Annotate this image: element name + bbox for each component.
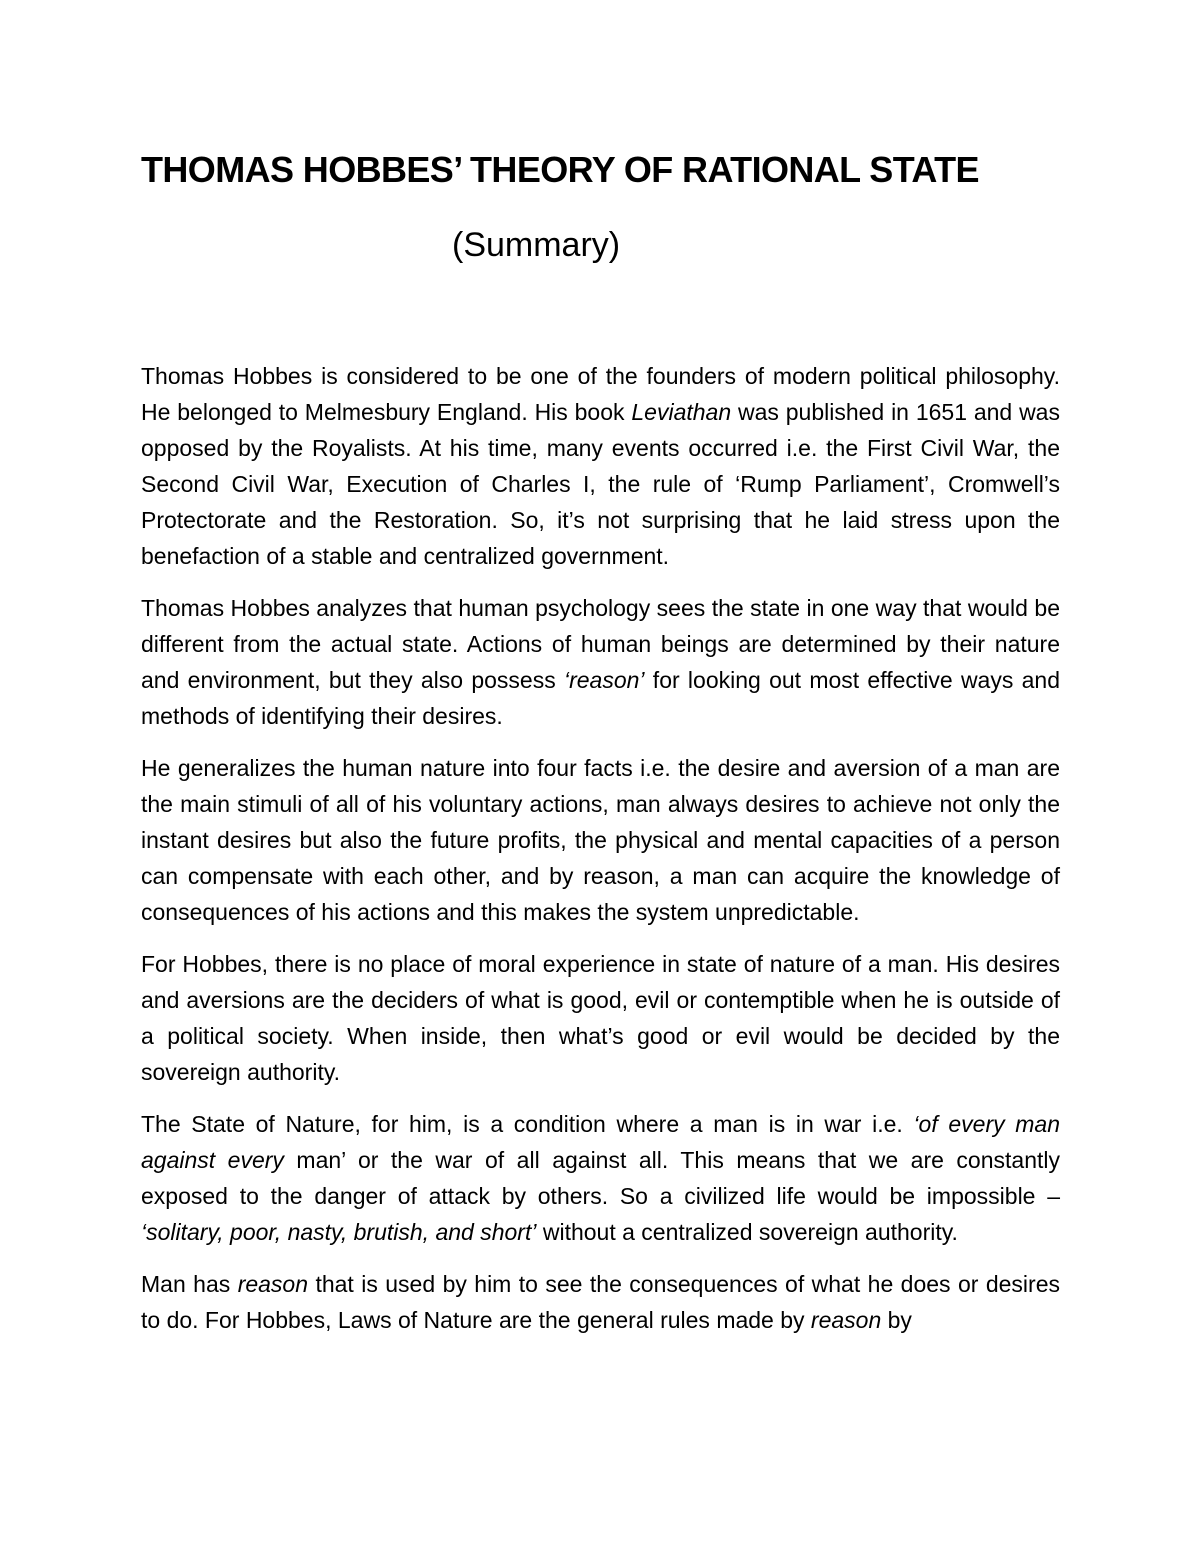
italic-term: reason: [810, 1307, 882, 1333]
paragraph-text: Thomas Hobbes is considered to be one of the founders of modern political philosophy. He belonged to Melmesbury England. His book: [141, 363, 1060, 425]
paragraph-5: [141, 1106, 1060, 1250]
italic-quote: ‘of every man against every: [141, 1111, 1061, 1173]
paragraph-2: [141, 590, 1060, 734]
paragraph-3: [141, 750, 1060, 930]
document-title: THOMAS HOBBES’ THEORY OF RATIONAL STATE: [141, 149, 979, 190]
document-subtitle: (Summary): [452, 226, 621, 264]
paragraph-1: [141, 358, 1060, 574]
paragraph-text: man’ or the war of all against all. This means that we are constantly exposed to the danger of attack by others. So a civilized life would be impossible –: [141, 1147, 1060, 1209]
paragraph-text: by: [881, 1307, 912, 1333]
italic-quote: ‘solitary, poor, nasty, brutish, and short’: [141, 1219, 537, 1245]
paragraph-text: without a centralized sovereign authority.: [536, 1219, 958, 1245]
paragraph-text: Man has: [141, 1271, 238, 1297]
document-body: [141, 358, 1060, 1354]
paragraph-6: [141, 1266, 1060, 1338]
paragraph-text: that is used by him to see the consequences of what he does or desires to do. For Hobbes, Laws of Nature are the general rules made by: [141, 1271, 1060, 1333]
italic-term: ‘reason’: [563, 667, 645, 693]
italic-term: reason: [237, 1271, 309, 1297]
paragraph-text: The State of Nature, for him, is a condition where a man is in war i.e.: [141, 1111, 914, 1137]
paragraph-text: He generalizes the human nature into four facts i.e. the desire and aversion of a man are the main stimuli of all of his voluntary actions, man always desires to achieve not only the instant desires but also the future profits, the physical and mental capacities of a person can compensate with each other, and by reason, a man can acquire the knowledge of consequences of his actions and this makes the system unpredictable.: [141, 755, 1060, 925]
italic-book-title: Leviathan: [631, 399, 732, 425]
paragraph-text: for looking out most effective ways and methods of identifying their desires.: [141, 667, 1060, 729]
paragraph-text: Thomas Hobbes analyzes that human psychology sees the state in one way that would be different from the actual state. Actions of human beings are determined by their nature and environment, but they also possess: [141, 595, 1060, 693]
paragraph-4: [141, 946, 1060, 1090]
paragraph-text: was published in 1651 and was opposed by the Royalists. At his time, many events occurred i.e. the First Civil War, the Second Civil War, Execution of Charles I, the rule of ‘Rump Parliament’, Cromwell’s Protectorate and the Restoration. So, it’s not surprising that he laid stress upon the benefaction of a stable and centralized government.: [141, 399, 1060, 569]
paragraph-text: For Hobbes, there is no place of moral experience in state of nature of a man. His desires and aversions are the deciders of what is good, evil or contemptible when he is outside of a political society. When inside, then what’s good or evil would be decided by the sovereign authority.: [141, 951, 1060, 1085]
